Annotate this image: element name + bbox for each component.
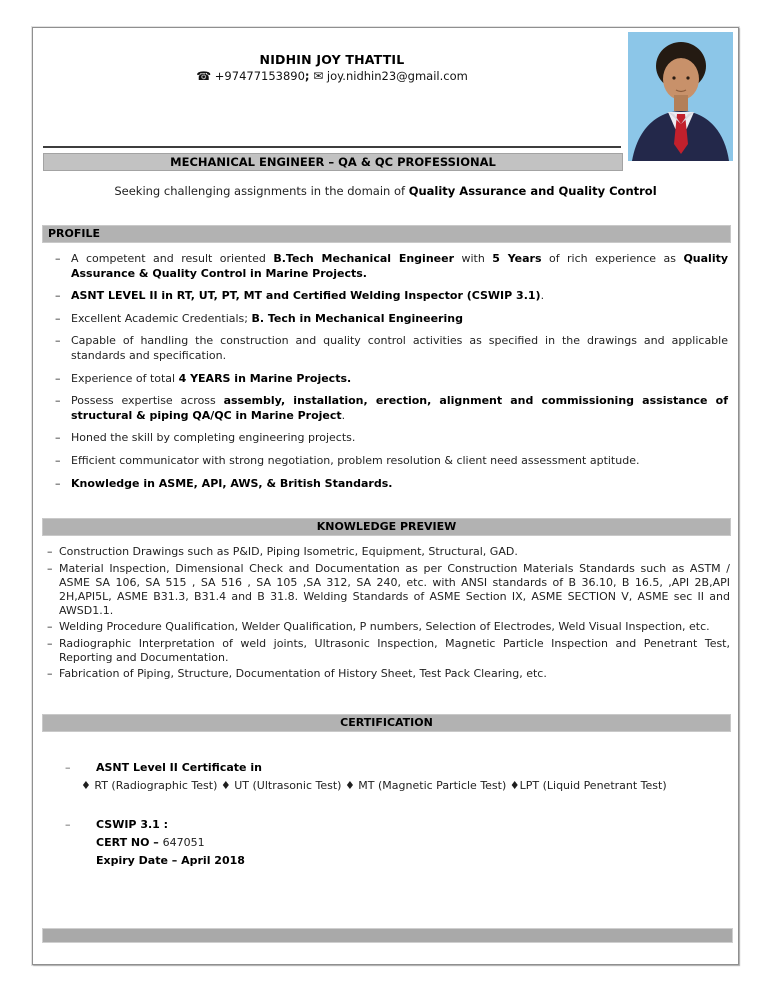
section-header-knowledge-preview: KNOWLEDGE PREVIEW [43,519,730,535]
section-header-profile: PROFILE [43,226,730,242]
contact-separator: ; [304,69,310,83]
list-item: – Knowledge in ASME, API, AWS, & British Standards. [55,476,393,490]
list-item: – Efficient communicator with strong negotiation, problem resolution & client need assessment aptitude. [55,453,640,467]
cert-dash: – [65,818,71,831]
section-header-certification: CERTIFICATION [43,715,730,731]
phone-icon: ☎ [196,69,212,83]
list-item: – Honed the skill by completing engineering projects. [55,431,356,445]
cert-number-label: CERT NO – [96,836,163,849]
list-item: – Radiographic Interpretation of weld joints, Ultrasonic Inspection, Magnetic Particle Inspection and Penetrant Test, Reporting and Documentation. [47,636,730,664]
resume-page [32,27,739,965]
email-icon: ✉ [313,69,324,83]
list-item: – Construction Drawings such as P&ID, Piping Isometric, Equipment, Structural, GAD. [47,545,518,558]
list-item: – ASNT LEVEL II in RT, UT, PT, MT and Certified Welding Inspector (CSWIP 3.1). [55,289,545,303]
photo-graphic [628,32,733,161]
list-item: – Possess expertise across assembly, installation, erection, alignment and commissioning assistance of structural & piping QA/QC in Marine Project. [55,394,728,422]
candidate-name: NIDHIN JOY THATTIL [259,52,405,67]
cert-asnt-title: ASNT Level II Certificate in [96,761,262,774]
profile-list [43,252,728,499]
bottom-divider-bar [43,929,732,942]
email-address: joy.nidhin23@gmail.com [326,69,468,83]
cert-number-line [43,836,730,849]
knowledge-preview-list [43,545,730,684]
list-item: – Capable of handling the construction and quality control activities as specified in the drawings and applicable standards and specification. [55,334,728,362]
objective-text: Seeking challenging assignments in the domain of Quality Assurance and Quality Control [114,184,657,198]
list-item: – Excellent Academic Credentials; B. Tech in Mechanical Engineering [55,311,463,325]
candidate-photo [628,32,733,161]
certification-cswip [43,818,730,872]
cert-cswip-title: CSWIP 3.1 : [96,818,169,831]
list-item: – Welding Procedure Qualification, Welder Qualification, P numbers, Selection of Electrodes, Weld Visual Inspection, etc. [47,620,710,633]
cert-asnt-methods: ♦ RT (Radiographic Test) ♦ UT (Ultrasonic Test) ♦ MT (Magnetic Particle Test) ♦LPT (Liquid Penetrant Test) [81,779,667,792]
contact-line [43,69,621,83]
list-item: – Material Inspection, Dimensional Check and Documentation as per Construction Materials Standards such as ASTM / ASME SA 106, SA 515 , SA 516 , SA 105 ,SA 312, SA 240, etc. with ANSI standards of B 36.10, B 16.5, ,API 2B,API 2H,API5L, ASME B31.3, B31.4 and B 31.8. Welding Standards of ASME Section IX, ASME SECTION V, ASME sec II and AWSD1.1. [47,561,730,617]
list-item: – Fabrication of Piping, Structure, Documentation of History Sheet, Test Pack Clearing, etc. [47,667,547,680]
title-banner: MECHANICAL ENGINEER – QA & QC PROFESSIONAL [43,153,623,171]
cert-expiry-date: Expiry Date – April 2018 [96,854,245,867]
list-item: – Experience of total 4 YEARS in Marine Projects. [55,371,352,385]
cert-number-value: 647051 [162,836,205,849]
divider-line [43,146,621,148]
phone-number: +97477153890 [214,69,305,83]
cert-dash: – [65,761,71,774]
certification-asnt [43,761,730,792]
list-item: – A competent and result oriented B.Tech Mechanical Engineer with 5 Years of rich experience as Quality Assurance & Quality Control in Marine Projects. [55,252,729,280]
